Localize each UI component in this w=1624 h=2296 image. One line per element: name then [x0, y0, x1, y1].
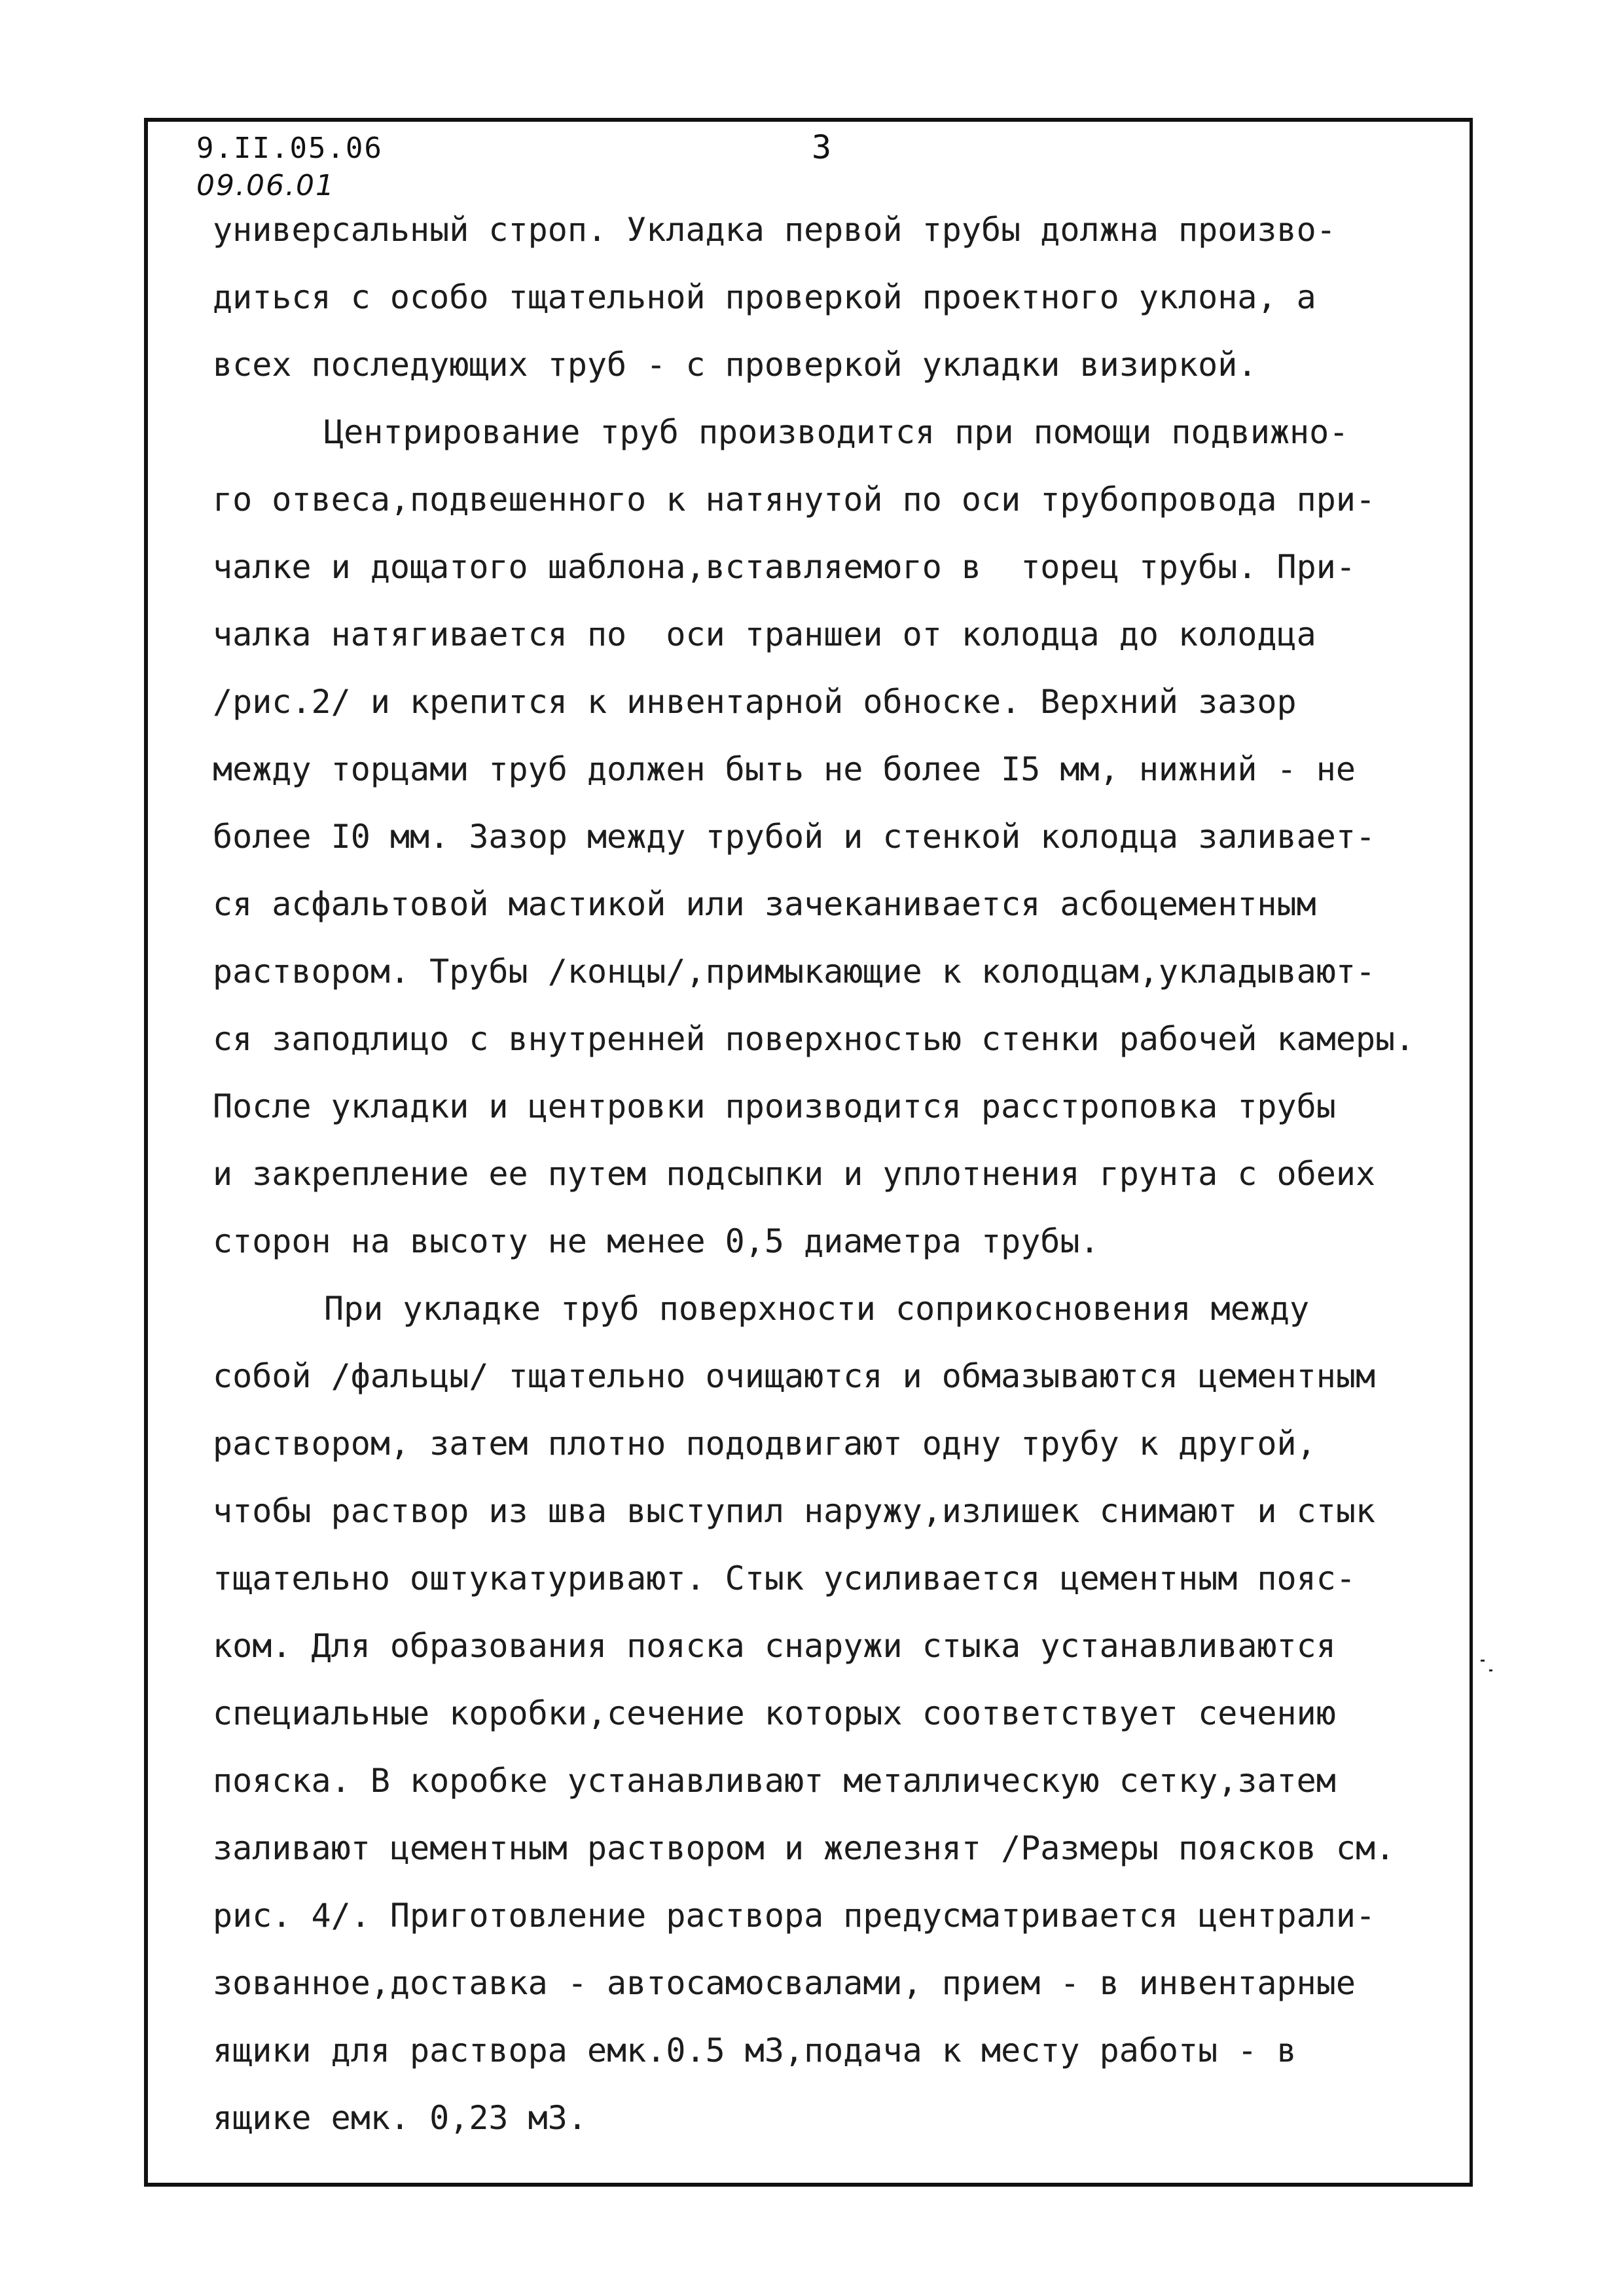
text-line: ящики для раствора емк.0.5 м3,подача к месту работы - в	[213, 2032, 1297, 2069]
paragraph-start-line: Центрирование труб производится при помощи подвижно-	[324, 413, 1349, 451]
page-number: 3	[812, 128, 832, 166]
text-line: более I0 мм. Зазор между трубой и стенкой колодца заливает-	[213, 818, 1376, 856]
text-line: диться с особо тщательной проверкой проектного уклона, а	[213, 278, 1316, 316]
text-line: чалка натягивается по оси траншеи от колодца до колодца	[213, 615, 1316, 653]
text-line: тщательно оштукатуривают. Стык усиливается цементным пояс-	[213, 1559, 1356, 1597]
text-line: чалке и дощатого шаблона,вставляемого в торец трубы. При-	[213, 548, 1356, 586]
text-line: ящике емк. 0,23 м3.	[213, 2099, 587, 2137]
text-line: ся асфальтовой мастикой или зачеканивается асбоцементным	[213, 885, 1316, 923]
text-line: После укладки и центровки производится расстроповка трубы	[213, 1087, 1336, 1125]
text-line: ком. Для образования пояска снаружи стыка устанавливаются	[213, 1627, 1336, 1665]
document-code-handwritten: 09.06.01	[196, 169, 335, 202]
text-line: рис. 4/. Приготовление раствора предусматривается централи-	[213, 1897, 1376, 1935]
text-line: го отвеса,подвешенного к натянутой по оси трубопровода при-	[213, 481, 1376, 519]
text-line: собой /фальцы/ тщательно очищаются и обмазываются цементным	[213, 1357, 1376, 1395]
text-line: специальные коробки,сечение которых соответствует сечению	[213, 1694, 1336, 1732]
text-line: пояска. В коробке устанавливают металлическую сетку,затем	[213, 1762, 1336, 1800]
margin-tick	[1481, 1660, 1485, 1662]
text-line: между торцами труб должен быть не более I5 мм, нижний - не	[213, 750, 1356, 788]
text-line: ся заподлицо с внутренней поверхностью стенки рабочей камеры.	[213, 1020, 1415, 1058]
text-line: всех последующих труб - с проверкой укладки визиркой.	[213, 346, 1257, 384]
body-text	[213, 196, 1456, 2152]
paragraph-start-line: При укладке труб поверхности соприкосновения между	[324, 1290, 1310, 1328]
text-line: раствором, затем плотно пододвигают одну трубу к другой,	[213, 1425, 1316, 1463]
text-line: заливают цементным раствором и железнят /Размеры поясков см.	[213, 1829, 1396, 1867]
text-line: раствором. Трубы /концы/,примыкающие к колодцам,укладывают-	[213, 953, 1376, 991]
text-line: /рис.2/ и крепится к инвентарной обноске. Верхний зазор	[213, 683, 1297, 721]
text-line: зованное,доставка - автосамосвалами, прием - в инвентарные	[213, 1964, 1356, 2002]
text-line: чтобы раствор из шва выступил наружу,излишек снимают и стык	[213, 1492, 1376, 1530]
margin-tick	[1489, 1669, 1492, 1671]
text-line: и закрепление ее путем подсыпки и уплотнения грунта с обеих	[213, 1155, 1376, 1193]
text-line: универсальный строп. Укладка первой трубы должна произво-	[213, 211, 1336, 249]
document-code-primary: 9.II.05.06	[196, 132, 383, 165]
text-line: сторон на высоту не менее 0,5 диаметра трубы.	[213, 1222, 1100, 1260]
